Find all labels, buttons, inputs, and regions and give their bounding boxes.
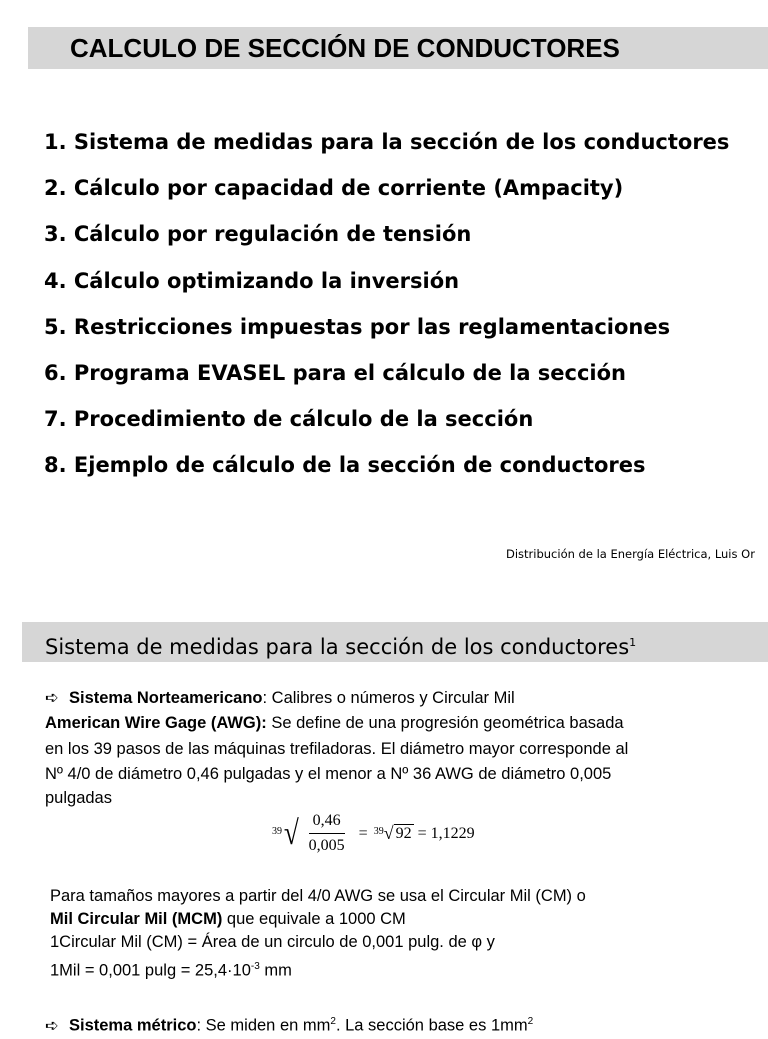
list-item: 3. Cálculo por regulación de tensión: [44, 222, 472, 247]
metric-label: Sistema métrico: [69, 1016, 197, 1035]
mcm-line: [50, 907, 406, 932]
root-index: 39: [373, 826, 384, 837]
metric-text-2: . La sección base es 1mm: [335, 1016, 528, 1035]
root-index: 39: [272, 826, 282, 837]
list-item: 7. Procedimiento de cálculo de la sección: [44, 407, 534, 432]
list-item: 5. Restricciones impuestas por las reglamentaciones: [44, 314, 671, 339]
equals-sign: =: [358, 824, 368, 842]
awg-line: [45, 711, 624, 736]
text-line: pulgadas: [45, 789, 112, 807]
fraction: [305, 812, 349, 855]
list-item: 1. Sistema de medidas para la sección de los conductores: [44, 130, 730, 154]
exponent: -3: [250, 961, 260, 972]
denominator: 0,005: [308, 837, 345, 854]
mcm-label: Mil Circular Mil (MCM): [50, 910, 223, 928]
list-item: 6. Programa EVASEL para el cálculo de la sección: [44, 360, 627, 385]
text-line: Para tamaños mayores a partir del 4/0 AWG se usa el Circular Mil (CM) o: [50, 887, 586, 905]
mcm-text: que equivale a 1000 CM: [222, 910, 406, 928]
arrow-bullet-icon: ➪: [45, 1016, 59, 1035]
arrow-bullet-icon: ➪: [45, 689, 59, 707]
exponent: 2: [330, 1016, 336, 1027]
formula-result: 1,1229: [430, 824, 475, 842]
text-line: en los 39 pasos de las máquinas trefiladoras. El diámetro mayor corresponde al: [45, 740, 629, 758]
table-of-contents: [44, 126, 729, 496]
mil-text: 1Mil = 0,001 pulg = 25,4·10: [50, 961, 251, 980]
footnote-marker: 1: [629, 636, 637, 649]
text-line: Nº 4/0 de diámetro 0,46 pulgadas y el menor a Nº 36 AWG de diámetro 0,005: [45, 765, 612, 783]
radical-icon: √: [383, 823, 394, 843]
radical-icon: √: [283, 814, 299, 852]
na-paragraph: [45, 686, 515, 711]
na-text: : Calibres o números y Circular Mil: [262, 689, 515, 707]
mil-line: [50, 954, 292, 984]
mil-unit: mm: [259, 961, 292, 980]
awg-text: Se define de una progresión geométrica basada: [266, 714, 624, 732]
exponent: 2: [527, 1016, 534, 1027]
list-item: 8. Ejemplo de cálculo de la sección de conductores: [44, 453, 646, 478]
na-label: Sistema Norteamericano: [69, 689, 263, 707]
metric-text: : Se miden en mm: [196, 1016, 331, 1035]
equals-sign: =: [417, 824, 427, 842]
awg-formula: [272, 812, 475, 855]
section-title: [45, 627, 636, 663]
text-line: 1Circular Mil (CM) = Área de un circulo de 0,001 pulg. de φ y: [50, 933, 495, 951]
section-title-text: Sistema de medidas para la sección de los conductores: [45, 635, 630, 659]
awg-label: American Wire Gage (AWG):: [45, 714, 267, 732]
list-item: 2. Cálculo por capacidad de corriente (Ampacity): [44, 176, 624, 201]
footer-note: Distribución de la Energía Eléctrica, Luis Or: [506, 547, 755, 561]
radicand: 92: [395, 825, 412, 842]
page-title: CALCULO DE SECCIÓN DE CONDUCTORES: [70, 33, 620, 63]
numerator: 0,46: [309, 812, 345, 834]
list-item: 4. Cálculo optimizando la inversión: [44, 268, 460, 293]
